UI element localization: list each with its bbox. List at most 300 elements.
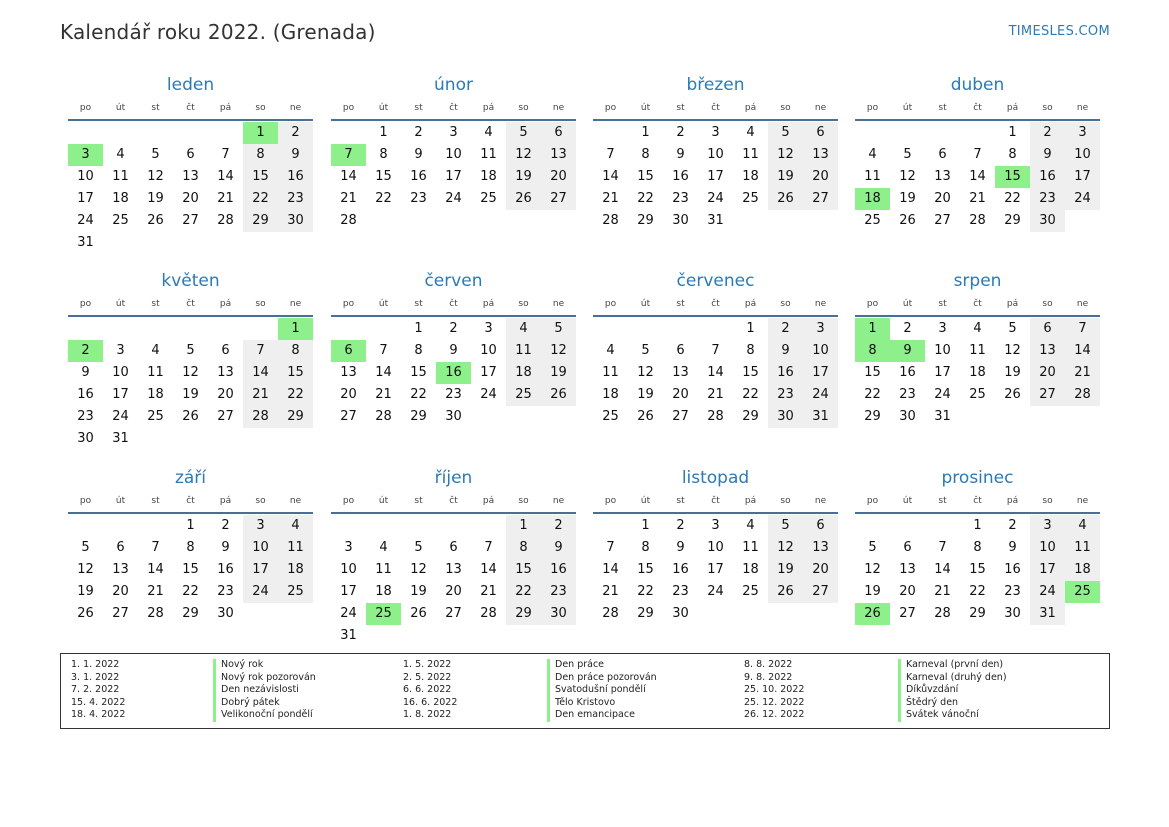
empty-day-cell: [243, 318, 278, 340]
empty-day-cell: [855, 515, 890, 537]
weekday-label: pá: [219, 299, 232, 309]
weekday-label: čt: [711, 496, 720, 506]
day-cell: 18: [480, 169, 497, 184]
day-cell: 5: [506, 122, 541, 144]
month-calendar: [593, 73, 838, 232]
day-cell: 16: [899, 365, 916, 380]
day-cell: 8: [506, 537, 541, 559]
day-cell: 20: [1030, 362, 1065, 384]
days-grid: [593, 317, 838, 428]
month-name: říjen: [434, 468, 473, 488]
day-cell: 25: [742, 584, 759, 599]
weekday-label: ne: [289, 299, 302, 309]
weekday-label: ne: [552, 103, 565, 113]
day-cell: 12: [768, 144, 803, 166]
legend-holiday-name: Den emancipace: [547, 709, 635, 722]
legend-holiday-name: Svátek vánoční: [898, 709, 979, 722]
day-cell: 7: [484, 540, 493, 555]
day-cell: 1: [746, 321, 755, 336]
day-cell: 12: [899, 169, 916, 184]
day-cell: 14: [602, 562, 619, 577]
day-cell: 23: [672, 191, 689, 206]
day-cell: 4: [151, 343, 160, 358]
month-name: září: [174, 468, 207, 488]
day-cell: 17: [243, 559, 278, 581]
day-cell: 9: [278, 144, 313, 166]
day-cell: 13: [445, 562, 462, 577]
day-cell: 19: [637, 387, 654, 402]
day-cell: 10: [445, 147, 462, 162]
day-cell: 19: [768, 166, 803, 188]
site-logo-link[interactable]: TIMESLES.COM: [1008, 24, 1110, 39]
day-cell: 30: [541, 603, 576, 625]
holiday-day-cell: 15: [995, 166, 1030, 188]
day-cell: 28: [707, 409, 724, 424]
day-cell: 10: [112, 365, 129, 380]
day-cell: 18: [742, 562, 759, 577]
day-cell: 22: [742, 387, 759, 402]
day-cell: 27: [1030, 384, 1065, 406]
day-cell: 7: [606, 147, 615, 162]
legend-holiday-name: Den práce: [547, 659, 604, 672]
weekday-label: so: [255, 299, 266, 309]
day-cell: 2: [1030, 122, 1065, 144]
day-cell: 10: [243, 537, 278, 559]
day-cell: 16: [768, 362, 803, 384]
day-cell: 22: [1004, 191, 1021, 206]
legend-date: 16. 6. 2022: [403, 696, 458, 708]
legend-date: 18. 4. 2022: [71, 709, 126, 721]
empty-day-cell: [366, 515, 401, 537]
day-cell: 24: [480, 387, 497, 402]
holiday-day-cell: 1: [243, 122, 278, 144]
legend-holiday-name: Nový rok: [213, 659, 263, 672]
day-cell: 27: [112, 606, 129, 621]
weekday-label: st: [414, 496, 423, 506]
day-cell: 12: [410, 562, 427, 577]
days-grid: [331, 514, 576, 647]
weekday-label: čt: [449, 496, 458, 506]
day-cell: 10: [707, 540, 724, 555]
day-cell: 8: [973, 540, 982, 555]
day-cell: 21: [243, 384, 278, 406]
month-name: prosinec: [941, 468, 1014, 488]
day-cell: 18: [278, 559, 313, 581]
day-cell: 25: [864, 213, 881, 228]
day-cell: 13: [934, 169, 951, 184]
day-cell: 31: [803, 406, 838, 428]
legend-holiday-name: Den nezávislosti: [213, 684, 299, 697]
day-cell: 8: [641, 540, 650, 555]
weekday-header: [593, 490, 838, 514]
empty-day-cell: [208, 318, 243, 340]
day-cell: 6: [541, 122, 576, 144]
day-cell: 7: [606, 540, 615, 555]
day-cell: 13: [217, 365, 234, 380]
day-cell: 9: [768, 340, 803, 362]
weekday-label: po: [866, 299, 879, 309]
weekday-label: ne: [1076, 103, 1089, 113]
day-cell: 28: [217, 213, 234, 228]
day-cell: 7: [243, 340, 278, 362]
day-cell: 15: [742, 365, 759, 380]
day-cell: 2: [768, 318, 803, 340]
legend-date: 3. 1. 2022: [71, 671, 120, 683]
day-cell: 12: [541, 340, 576, 362]
day-cell: 20: [112, 584, 129, 599]
weekday-label: čt: [711, 299, 720, 309]
day-cell: 3: [803, 318, 838, 340]
day-cell: 12: [182, 365, 199, 380]
day-cell: 31: [1030, 603, 1065, 625]
day-cell: 20: [541, 166, 576, 188]
day-cell: 15: [969, 562, 986, 577]
day-cell: 27: [803, 188, 838, 210]
day-cell: 7: [1065, 318, 1100, 340]
legend-holiday-name: Den práce pozorován: [547, 672, 657, 685]
month-calendar: [331, 466, 576, 647]
holiday-day-cell: 16: [436, 362, 471, 384]
weekday-header: [331, 293, 576, 317]
day-cell: 28: [602, 213, 619, 228]
day-cell: 26: [1004, 387, 1021, 402]
day-cell: 6: [116, 540, 125, 555]
day-cell: 9: [676, 147, 685, 162]
day-cell: 31: [77, 235, 94, 250]
day-cell: 30: [77, 431, 94, 446]
days-grid: [68, 317, 313, 450]
days-grid: [855, 317, 1100, 428]
day-cell: 26: [182, 409, 199, 424]
weekday-label: čt: [186, 496, 195, 506]
day-cell: 26: [768, 188, 803, 210]
empty-day-cell: [925, 515, 960, 537]
day-cell: 24: [340, 606, 357, 621]
day-cell: 8: [278, 340, 313, 362]
day-cell: 19: [147, 191, 164, 206]
day-cell: 29: [637, 213, 654, 228]
day-cell: 16: [217, 562, 234, 577]
days-grid: [331, 121, 576, 232]
day-cell: 2: [278, 122, 313, 144]
legend-date: 1. 8. 2022: [403, 709, 452, 721]
month-name: duben: [950, 75, 1005, 95]
day-cell: 17: [340, 584, 357, 599]
weekday-label: st: [938, 496, 947, 506]
weekday-label: čt: [186, 103, 195, 113]
day-cell: 12: [768, 537, 803, 559]
weekday-header: [855, 97, 1100, 121]
day-cell: 13: [541, 144, 576, 166]
month-calendar: [593, 269, 838, 428]
weekday-label: čt: [186, 299, 195, 309]
day-cell: 15: [506, 559, 541, 581]
day-cell: 21: [375, 387, 392, 402]
day-cell: 2: [414, 125, 423, 140]
day-cell: 22: [278, 384, 313, 406]
empty-day-cell: [593, 318, 628, 340]
day-cell: 14: [1065, 340, 1100, 362]
empty-day-cell: [103, 515, 138, 537]
weekday-label: ne: [552, 299, 565, 309]
day-cell: 3: [243, 515, 278, 537]
day-cell: 7: [151, 540, 160, 555]
empty-day-cell: [68, 318, 103, 340]
day-cell: 23: [217, 584, 234, 599]
day-cell: 4: [379, 540, 388, 555]
weekday-label: po: [866, 496, 879, 506]
day-cell: 18: [602, 387, 619, 402]
day-cell: 17: [445, 169, 462, 184]
day-cell: 11: [864, 169, 881, 184]
days-grid: [68, 121, 313, 254]
day-cell: 3: [711, 125, 720, 140]
day-cell: 28: [340, 213, 357, 228]
day-cell: 28: [1065, 384, 1100, 406]
legend-holiday-name: Karneval (první den): [898, 659, 1003, 672]
weekday-label: st: [676, 496, 685, 506]
weekday-label: pá: [744, 299, 757, 309]
day-cell: 23: [77, 409, 94, 424]
day-cell: 7: [938, 540, 947, 555]
holiday-day-cell: 25: [1065, 581, 1100, 603]
day-cell: 16: [278, 166, 313, 188]
weekday-label: pá: [1006, 299, 1019, 309]
legend-holiday-name: Karneval (druhý den): [898, 672, 1007, 685]
day-cell: 29: [243, 210, 278, 232]
day-cell: 15: [637, 169, 654, 184]
holiday-day-cell: 3: [68, 144, 103, 166]
day-cell: 17: [77, 191, 94, 206]
day-cell: 17: [1030, 559, 1065, 581]
empty-day-cell: [331, 515, 366, 537]
day-cell: 20: [182, 191, 199, 206]
day-cell: 4: [116, 147, 125, 162]
empty-day-cell: [331, 122, 366, 144]
weekday-label: po: [342, 103, 355, 113]
day-cell: 31: [112, 431, 129, 446]
weekday-label: st: [938, 103, 947, 113]
weekday-label: út: [902, 299, 913, 309]
day-cell: 27: [672, 409, 689, 424]
day-cell: 15: [410, 365, 427, 380]
day-cell: 3: [1030, 515, 1065, 537]
day-cell: 2: [1008, 518, 1017, 533]
day-cell: 14: [147, 562, 164, 577]
month-calendar: [331, 269, 576, 428]
day-cell: 22: [637, 584, 654, 599]
weekday-label: so: [518, 299, 529, 309]
weekday-label: čt: [711, 103, 720, 113]
day-cell: 13: [1030, 340, 1065, 362]
weekday-label: ne: [552, 496, 565, 506]
day-cell: 16: [672, 562, 689, 577]
day-cell: 19: [768, 559, 803, 581]
day-cell: 22: [864, 387, 881, 402]
weekday-label: út: [640, 299, 651, 309]
day-cell: 8: [746, 343, 755, 358]
empty-day-cell: [471, 515, 506, 537]
day-cell: 9: [221, 540, 230, 555]
empty-day-cell: [173, 122, 208, 144]
day-cell: 18: [375, 584, 392, 599]
day-cell: 14: [217, 169, 234, 184]
day-cell: 18: [742, 169, 759, 184]
day-cell: 11: [969, 343, 986, 358]
weekday-label: ne: [1076, 496, 1089, 506]
empty-day-cell: [68, 515, 103, 537]
day-cell: 25: [278, 581, 313, 603]
month-calendar: [593, 466, 838, 625]
day-cell: 30: [672, 606, 689, 621]
weekday-label: pá: [482, 103, 495, 113]
weekday-label: st: [676, 299, 685, 309]
day-cell: 13: [672, 365, 689, 380]
holiday-day-cell: 18: [855, 188, 890, 210]
day-cell: 30: [899, 409, 916, 424]
empty-day-cell: [173, 318, 208, 340]
day-cell: 22: [506, 581, 541, 603]
day-cell: 21: [969, 191, 986, 206]
day-cell: 11: [602, 365, 619, 380]
day-cell: 17: [480, 365, 497, 380]
day-cell: 11: [278, 537, 313, 559]
day-cell: 15: [864, 365, 881, 380]
day-cell: 5: [768, 122, 803, 144]
day-cell: 12: [864, 562, 881, 577]
holiday-legend: [60, 653, 1110, 729]
day-cell: 22: [243, 188, 278, 210]
day-cell: 30: [768, 406, 803, 428]
weekday-label: čt: [973, 299, 982, 309]
weekday-label: po: [342, 496, 355, 506]
weekday-label: pá: [1006, 496, 1019, 506]
weekday-label: po: [342, 299, 355, 309]
weekday-label: so: [255, 103, 266, 113]
day-cell: 15: [182, 562, 199, 577]
weekday-header: [593, 293, 838, 317]
day-cell: 26: [637, 409, 654, 424]
weekday-label: so: [518, 103, 529, 113]
holiday-day-cell: 9: [890, 340, 925, 362]
weekday-label: po: [604, 299, 617, 309]
day-cell: 8: [414, 343, 423, 358]
day-cell: 20: [899, 584, 916, 599]
legend-date: 1. 5. 2022: [403, 659, 452, 670]
day-cell: 17: [707, 169, 724, 184]
day-cell: 5: [414, 540, 423, 555]
day-cell: 11: [742, 147, 759, 162]
day-cell: 29: [410, 409, 427, 424]
day-cell: 1: [641, 125, 650, 140]
day-cell: 25: [969, 387, 986, 402]
day-cell: 7: [711, 343, 720, 358]
day-cell: 23: [899, 387, 916, 402]
empty-day-cell: [138, 515, 173, 537]
weekday-label: po: [866, 103, 879, 113]
month-calendar: [855, 466, 1100, 625]
day-cell: 23: [672, 584, 689, 599]
day-cell: 30: [672, 213, 689, 228]
legend-holiday-name: Štědrý den: [898, 697, 958, 710]
weekday-label: so: [1042, 103, 1053, 113]
empty-day-cell: [366, 318, 401, 340]
weekday-label: pá: [219, 103, 232, 113]
day-cell: 26: [77, 606, 94, 621]
day-cell: 29: [506, 603, 541, 625]
day-cell: 28: [480, 606, 497, 621]
day-cell: 12: [637, 365, 654, 380]
day-cell: 26: [506, 188, 541, 210]
weekday-label: st: [414, 103, 423, 113]
empty-day-cell: [436, 515, 471, 537]
day-cell: 2: [541, 515, 576, 537]
day-cell: 18: [1065, 559, 1100, 581]
day-cell: 22: [410, 387, 427, 402]
weekday-label: so: [1042, 496, 1053, 506]
weekday-label: st: [151, 299, 160, 309]
day-cell: 28: [934, 606, 951, 621]
day-cell: 27: [445, 606, 462, 621]
day-cell: 15: [375, 169, 392, 184]
weekday-label: po: [604, 496, 617, 506]
day-cell: 10: [340, 562, 357, 577]
day-cell: 7: [379, 343, 388, 358]
day-cell: 30: [278, 210, 313, 232]
empty-day-cell: [103, 318, 138, 340]
day-cell: 1: [641, 518, 650, 533]
day-cell: 27: [934, 213, 951, 228]
day-cell: 5: [868, 540, 877, 555]
legend-date: 1. 1. 2022: [71, 659, 120, 670]
day-cell: 23: [410, 191, 427, 206]
day-cell: 29: [278, 406, 313, 428]
day-cell: 29: [969, 606, 986, 621]
day-cell: 2: [676, 518, 685, 533]
day-cell: 6: [803, 122, 838, 144]
day-cell: 2: [221, 518, 230, 533]
day-cell: 16: [541, 559, 576, 581]
day-cell: 1: [186, 518, 195, 533]
weekday-label: so: [780, 299, 791, 309]
day-cell: 4: [746, 518, 755, 533]
day-cell: 27: [803, 581, 838, 603]
holiday-day-cell: 2: [68, 340, 103, 362]
empty-day-cell: [890, 122, 925, 144]
weekday-label: čt: [973, 496, 982, 506]
weekday-label: čt: [449, 103, 458, 113]
day-cell: 27: [899, 606, 916, 621]
day-cell: 29: [1004, 213, 1021, 228]
day-cell: 21: [147, 584, 164, 599]
empty-day-cell: [855, 122, 890, 144]
day-cell: 23: [278, 188, 313, 210]
legend-holiday-name: Nový rok pozorován: [213, 672, 316, 685]
day-cell: 15: [637, 562, 654, 577]
day-cell: 18: [147, 387, 164, 402]
month-calendar: [855, 269, 1100, 428]
month-calendar: [68, 466, 313, 625]
day-cell: 26: [899, 213, 916, 228]
day-cell: 28: [375, 409, 392, 424]
weekday-label: st: [676, 103, 685, 113]
day-cell: 21: [217, 191, 234, 206]
day-cell: 28: [602, 606, 619, 621]
day-cell: 21: [340, 191, 357, 206]
day-cell: 2: [449, 321, 458, 336]
day-cell: 27: [217, 409, 234, 424]
day-cell: 17: [803, 362, 838, 384]
